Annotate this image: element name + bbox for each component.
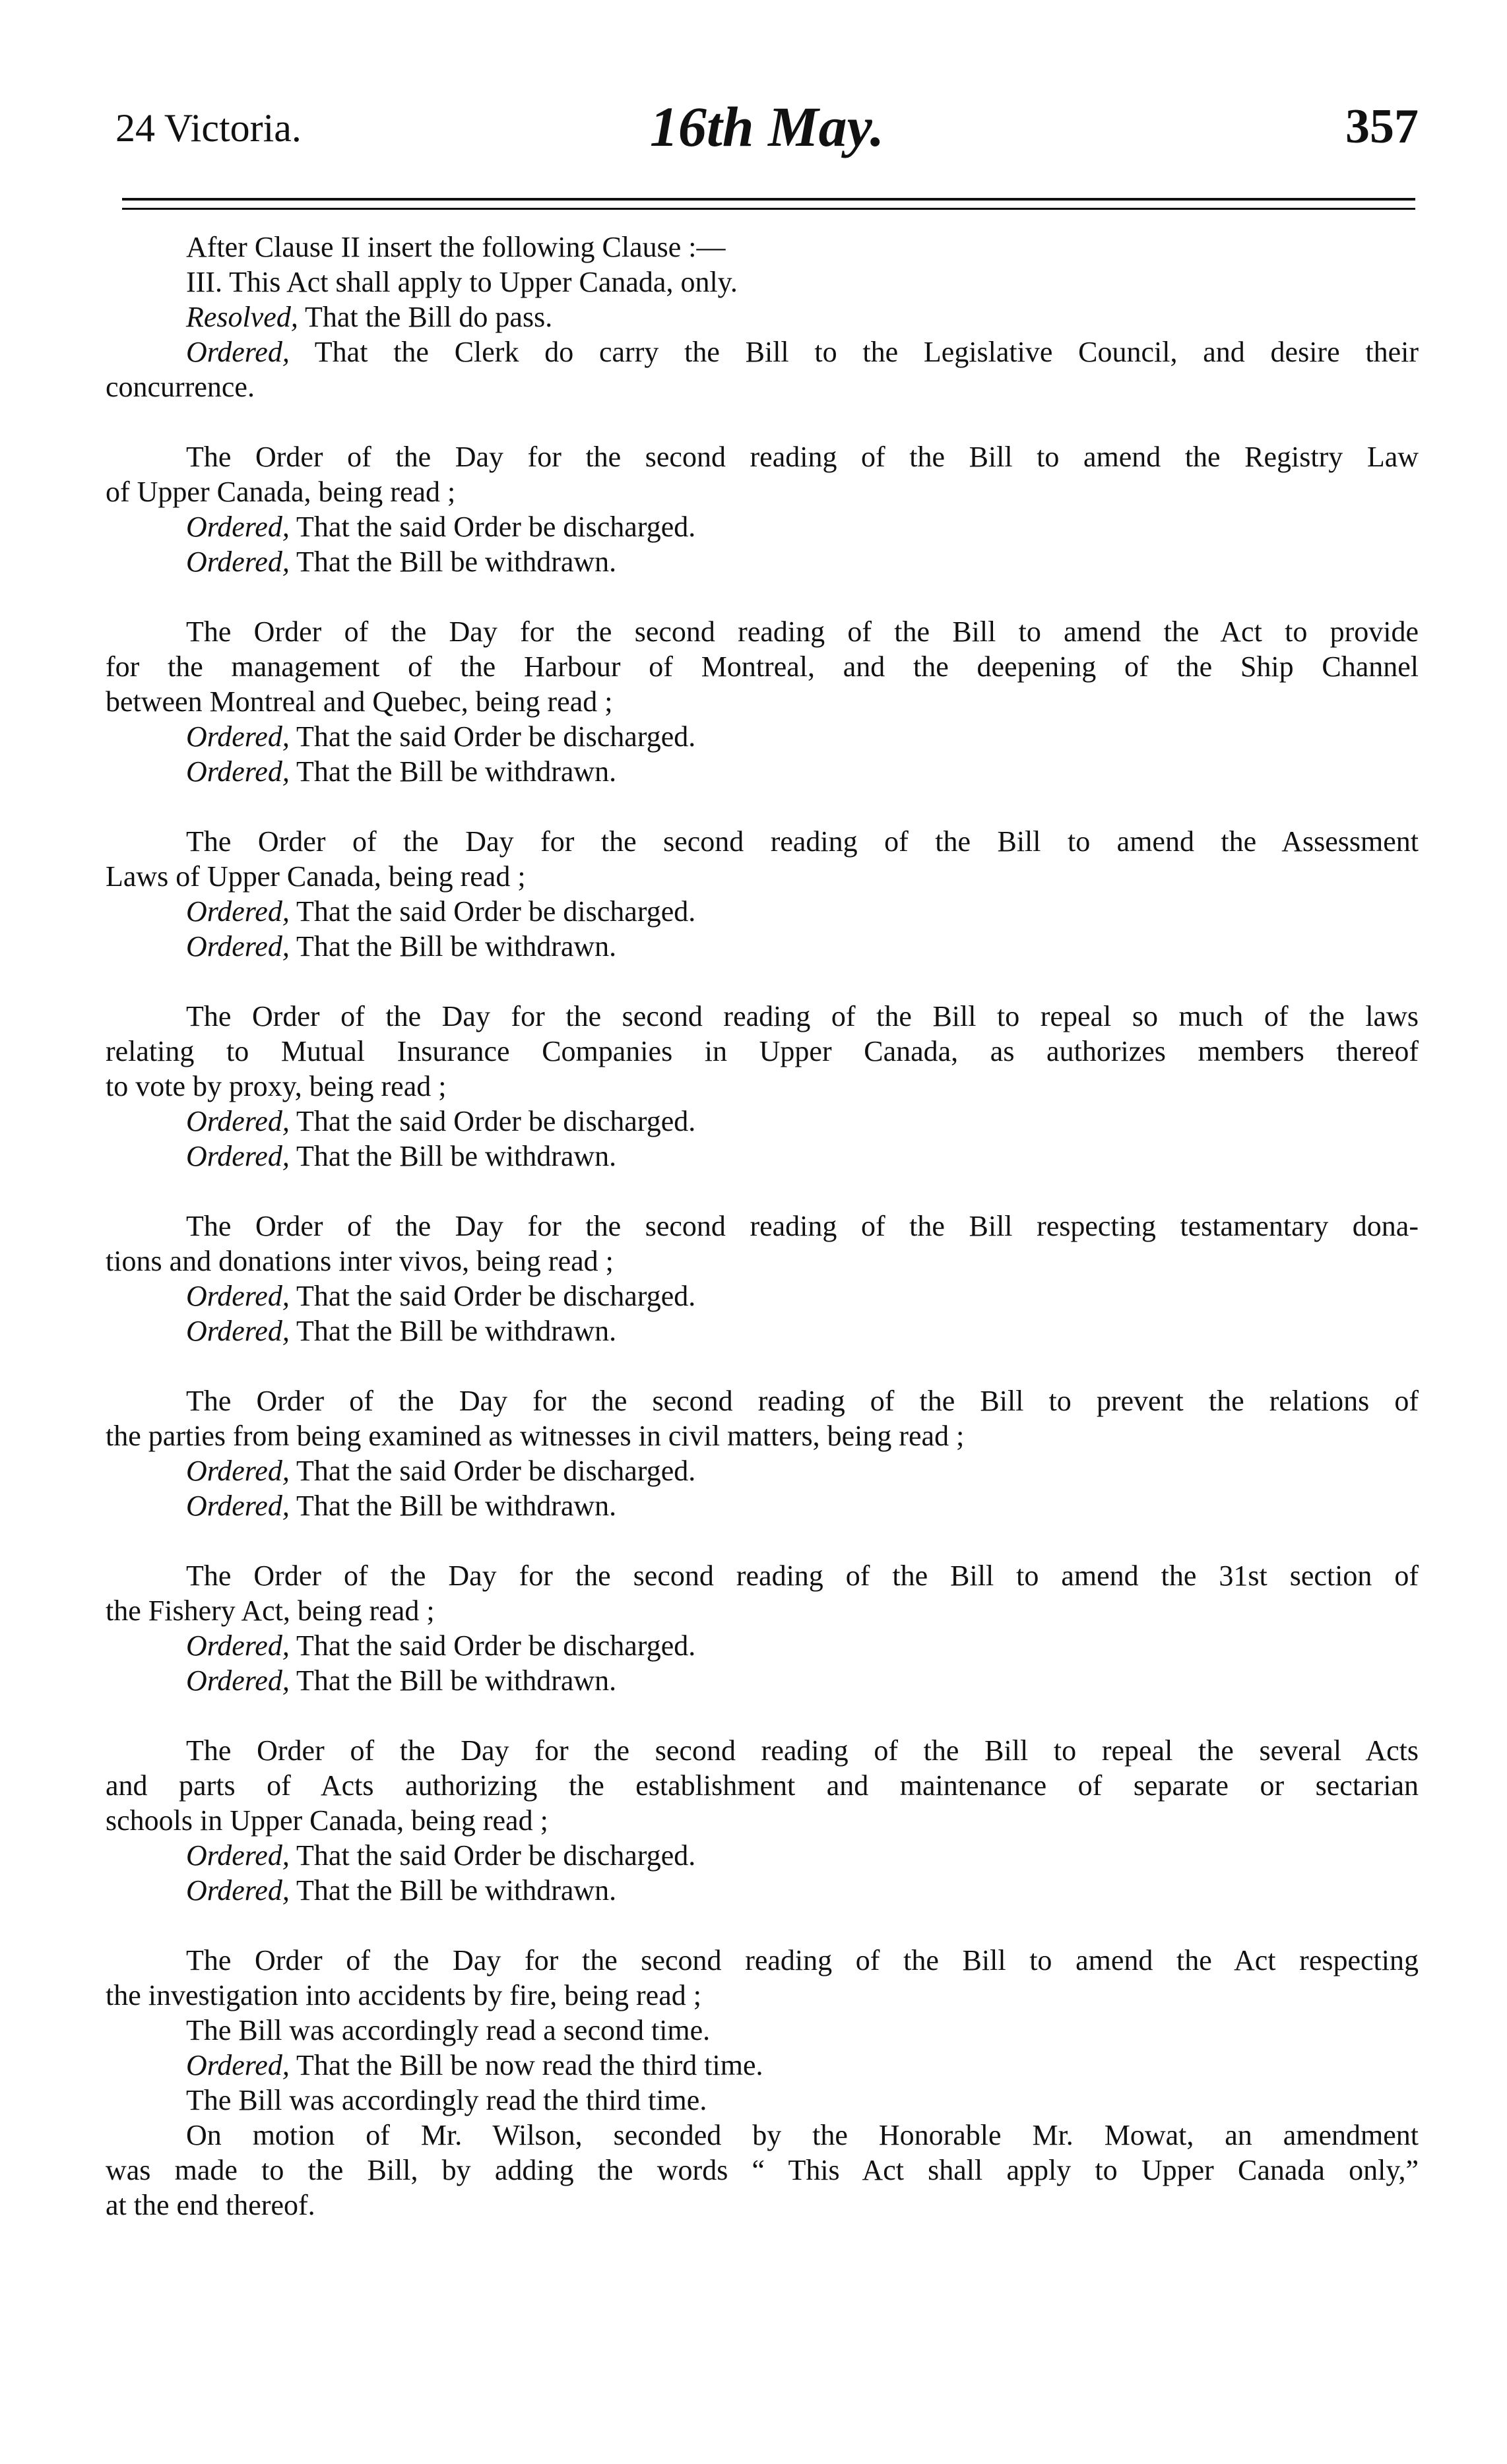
text-line: the parties from being examined as witnesses in civil matters, being read ;	[106, 1420, 965, 1452]
paragraph	[106, 999, 1419, 1174]
paragraph	[106, 1558, 1419, 1698]
header-rule	[122, 198, 1415, 210]
text-line: The Order of the Day for the second reading of the Bill to prevent the relations of	[186, 1385, 1419, 1417]
text-line: Ordered, That the Bill be withdrawn.	[186, 930, 617, 963]
text-line: Ordered, That the said Order be discharged.	[186, 511, 696, 543]
text-line: Ordered, That the said Order be discharged.	[186, 1280, 696, 1312]
text-line: Ordered, That the Bill be withdrawn.	[186, 755, 617, 788]
text-line: schools in Upper Canada, being read ;	[106, 1804, 548, 1837]
text-line: to vote by proxy, being read ;	[106, 1070, 447, 1102]
text-line: relating to Mutual Insurance Companies in Upper Canada, as authorizes members thereof	[106, 1035, 1419, 1067]
text-line: III. This Act shall apply to Upper Canada, only.	[186, 266, 738, 298]
text-line: The Bill was accordingly read the third time.	[186, 2084, 707, 2116]
text-line: The Order of the Day for the second reading of the Bill respecting testamentary dona-	[186, 1210, 1419, 1242]
text-line: tions and donations inter vivos, being read ;	[106, 1245, 614, 1277]
paragraph	[106, 824, 1419, 964]
text-line: and parts of Acts authorizing the establishment and maintenance of separate or sectarian	[106, 1769, 1419, 1802]
text-line: Ordered, That the said Order be discharged.	[186, 895, 696, 928]
text-line: at the end thereof.	[106, 2189, 315, 2221]
text-line: the Fishery Act, being read ;	[106, 1595, 435, 1627]
journal-body	[106, 230, 1419, 2258]
paragraph	[106, 614, 1419, 789]
page-header	[115, 92, 1419, 165]
text-line: The Order of the Day for the second reading of the Bill to amend the 31st section of	[186, 1560, 1419, 1592]
paragraph	[106, 1209, 1419, 1348]
text-line: Ordered, That the Bill be withdrawn.	[186, 1490, 617, 1522]
text-line: Ordered, That the Bill be withdrawn.	[186, 546, 617, 578]
text-line: The Order of the Day for the second reading of the Bill to amend the Assessment	[186, 825, 1419, 858]
text-line: Ordered, That the Clerk do carry the Bill to the Legislative Council, and desire their	[186, 336, 1419, 368]
text-line: was made to the Bill, by adding the words “ This Act shall apply to Upper Canada only,”	[106, 2154, 1419, 2186]
text-line: Ordered, That the Bill be now read the third time.	[186, 2049, 763, 2081]
paragraph	[106, 230, 1419, 404]
text-line: The Order of the Day for the second reading of the Bill to amend the Registry Law	[186, 441, 1419, 473]
text-line: between Montreal and Quebec, being read ;	[106, 685, 613, 718]
text-line: Ordered, That the said Order be discharged.	[186, 1629, 696, 1662]
text-line: After Clause II insert the following Clause :—	[186, 231, 726, 263]
text-line: concurrence.	[106, 371, 255, 403]
paragraph	[106, 439, 1419, 579]
text-line: Ordered, That the Bill be withdrawn.	[186, 1140, 617, 1172]
text-line: The Order of the Day for the second reading of the Bill to amend the Act to provide	[186, 616, 1419, 648]
text-line: Ordered, That the said Order be discharged.	[186, 1105, 696, 1137]
text-line: Ordered, That the said Order be discharged.	[186, 720, 696, 753]
text-line: Ordered, That the said Order be discharged.	[186, 1839, 696, 1872]
text-line: The Order of the Day for the second reading of the Bill to amend the Act respecting	[186, 1944, 1419, 1976]
paragraph	[106, 1383, 1419, 1523]
text-line: Ordered, That the Bill be withdrawn.	[186, 1315, 617, 1347]
text-line: of Upper Canada, being read ;	[106, 476, 456, 508]
text-line: The Bill was accordingly read a second time.	[186, 2014, 711, 2046]
text-line: The Order of the Day for the second reading of the Bill to repeal so much of the laws	[186, 1000, 1419, 1032]
paragraph	[106, 1733, 1419, 1908]
text-line: the investigation into accidents by fire, being read ;	[106, 1979, 701, 2011]
text-line: Ordered, That the Bill be withdrawn.	[186, 1874, 617, 1907]
text-line: Ordered, That the Bill be withdrawn.	[186, 1664, 617, 1697]
text-line: The Order of the Day for the second reading of the Bill to repeal the several Acts	[186, 1734, 1419, 1767]
header-session: 24 Victoria.	[115, 106, 302, 150]
page-number: 357	[1345, 100, 1419, 154]
paragraph	[106, 1943, 1419, 2223]
text-line: Ordered, That the said Order be discharged.	[186, 1455, 696, 1487]
text-line: On motion of Mr. Wilson, seconded by the Honorable Mr. Mowat, an amendment	[186, 2119, 1419, 2151]
text-line: Laws of Upper Canada, being read ;	[106, 860, 526, 893]
text-line: Resolved, That the Bill do pass.	[186, 301, 553, 333]
header-date: 16th May.	[649, 95, 885, 158]
text-line: for the management of the Harbour of Montreal, and the deepening of the Ship Channel	[106, 650, 1419, 683]
